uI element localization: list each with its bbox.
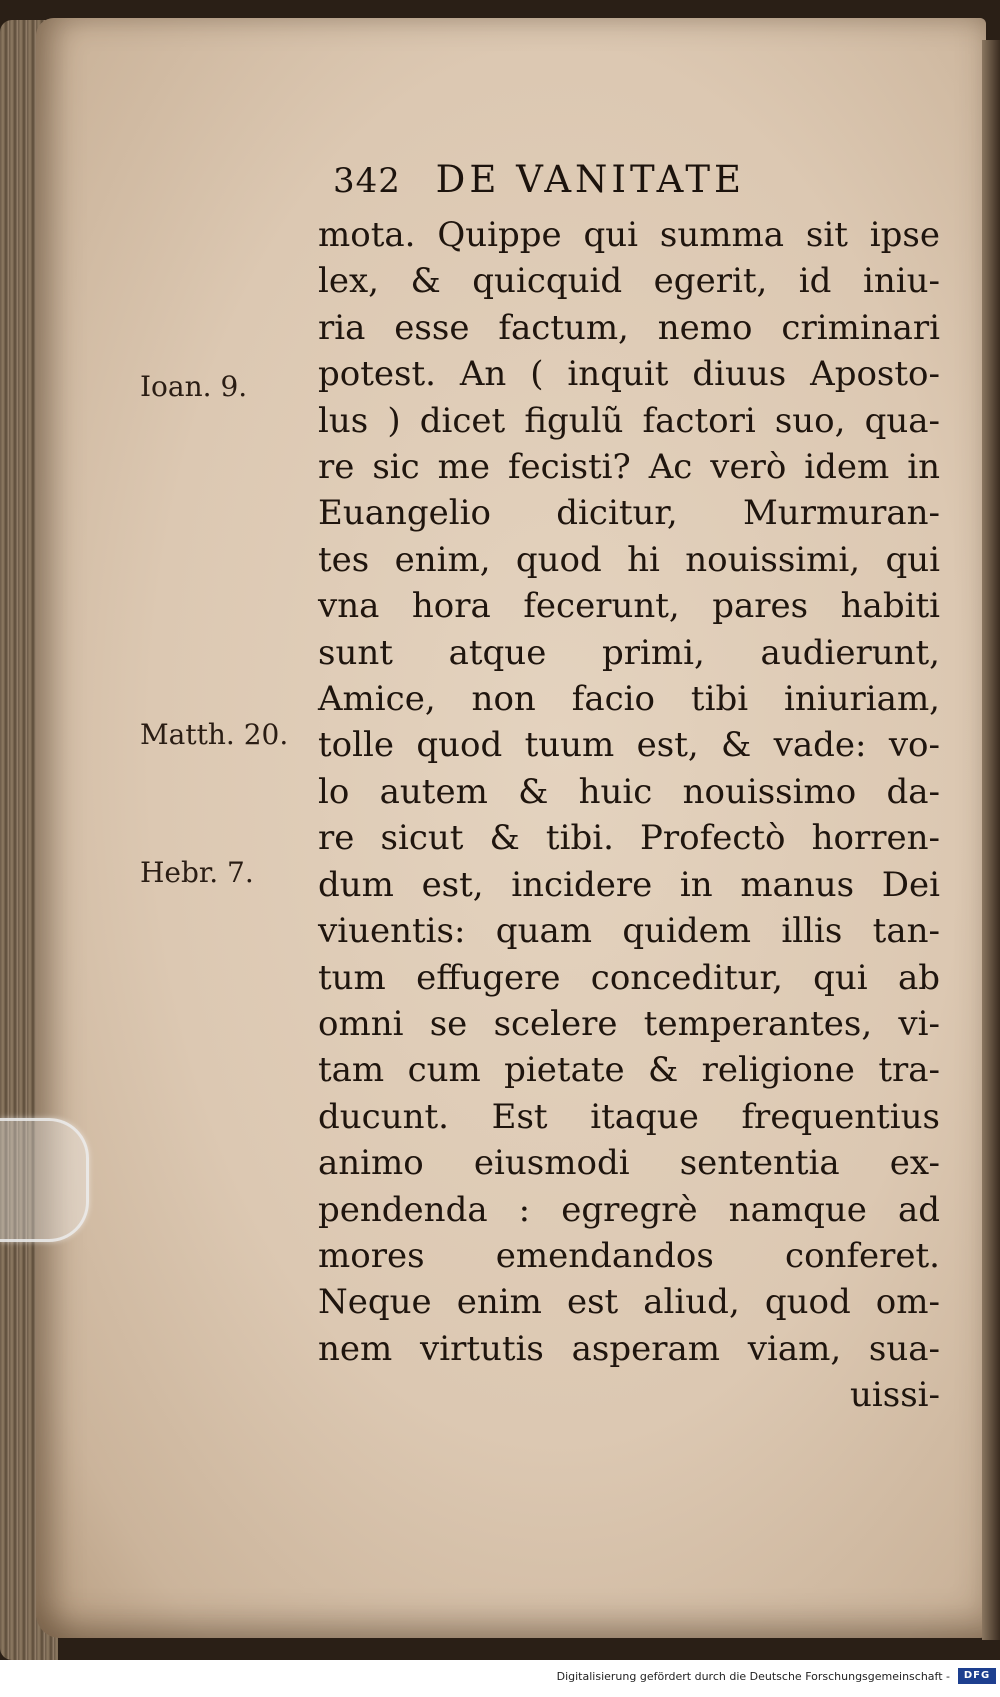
text-line: Amice, non facio tibi iniuriam, [318,679,940,720]
text-line: lus ) dicet figulũ factori suo, qua- [318,400,940,441]
running-header [333,158,745,201]
footer-bar [0,1660,1000,1697]
text-line: re sic me fecisti? Ac verò idem in [318,447,940,488]
text-line: lex, & quicquid egerit, id iniu- [318,261,940,302]
marginal-note-matth: Matth. 20. [140,718,289,751]
text-line: pendenda : egregrè namque ad [318,1189,940,1230]
text-line: lo autem & huic nouissimo da- [318,771,940,812]
page-clip [0,1118,89,1242]
text-line: Neque enim est aliud, quod om- [318,1282,940,1323]
funding-credit: Digitalisierung gefördert durch die Deutsche Forschungsgemeinschaft - [556,1670,950,1683]
text-line: animo eiusmodi sententia ex- [318,1143,940,1184]
marginal-note-ioan: Ioan. 9. [140,370,248,403]
text-line: nem virtutis asperam viam, sua- [318,1328,940,1369]
text-line: tes enim, quod hi nouissimi, qui [318,539,940,580]
text-line: mota. Quippe qui summa sit ipse [318,215,940,255]
dfg-logo: DFG [958,1668,996,1684]
text-line: dum est, incidere in manus Dei [318,864,940,905]
text-line: tam cum pietate & religione tra- [318,1050,940,1091]
body-text [318,212,940,1419]
text-line: re sicut & tibi. Profectò horren- [318,818,940,859]
marginal-note-hebr: Hebr. 7. [140,856,254,889]
text-line: ria esse factum, nemo criminari [318,307,940,348]
text-line: mores emendandos conferet. [318,1235,940,1276]
text-line: tolle quod tuum est, & vade: vo- [318,725,940,766]
book-spine-shadow [982,40,1000,1640]
catchword: uissi- [849,1375,940,1416]
text-line: tum effugere conceditur, qui ab [318,957,940,998]
text-line: vna hora fecerunt, pares habiti [318,586,940,627]
page-number: 342 [333,161,401,201]
text-line: potest. An ( inquit diuus Aposto- [318,354,940,395]
text-line: ducunt. Est itaque frequentius [318,1096,940,1137]
text-line: viuentis: quam quidem illis tan- [318,911,940,952]
text-line: sunt atque primi, audierunt, [318,632,940,673]
text-line: omni se scelere temperantes, vi- [318,1003,940,1044]
text-line: Euangelio dicitur, Murmuran- [318,493,940,534]
running-title: DE VANITATE [435,158,746,201]
